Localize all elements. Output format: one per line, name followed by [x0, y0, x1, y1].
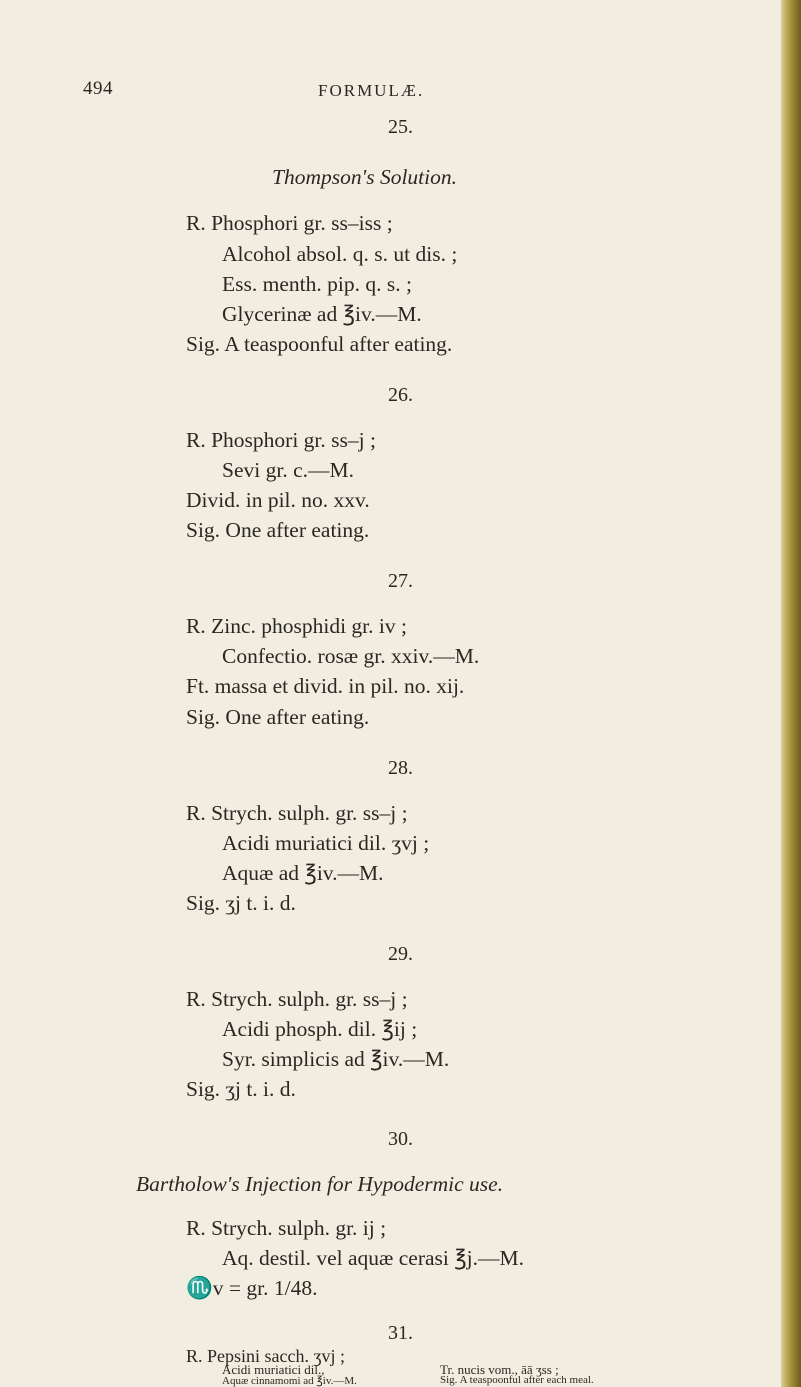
formula-line: Alcohol absol. q. s. ut dis. ; — [222, 242, 458, 266]
formula-line: Aquæ cinnamomi ad ℥iv.—M. — [222, 1375, 357, 1387]
formula-number: 29. — [388, 943, 413, 965]
formula-line: R. Zinc. phosphidi gr. iv ; — [186, 614, 407, 638]
formula-line: Divid. in pil. no. xxv. — [186, 488, 370, 512]
formula-line: Acidi muriatici dil., — [222, 1362, 325, 1377]
formula-line: Sig. ʒj t. i. d. — [186, 1077, 296, 1101]
formula-line: R. Pepsini sacch. ʒvj ; — [186, 1346, 345, 1366]
formula-line: Sig. ʒj t. i. d. — [186, 891, 296, 915]
formula-line: Sig. A teaspoonful after eating. — [186, 332, 453, 356]
formula-line: Glycerinæ ad ℥iv.—M. — [222, 302, 422, 326]
formula-number: 30. — [388, 1128, 413, 1150]
formula-line: Syr. simplicis ad ℥iv.—M. — [222, 1047, 450, 1071]
formula-number: 28. — [388, 757, 413, 779]
formula-line: R. Strych. sulph. gr. ss–j ; — [186, 987, 408, 1011]
formula-line: R. Strych. sulph. gr. ss–j ; — [186, 801, 408, 825]
formula-line: R. Phosphori gr. ss–iss ; — [186, 211, 393, 235]
page-edge — [781, 0, 801, 1387]
formula-title: Thompson's Solution. — [272, 165, 457, 189]
formula-line: Ess. menth. pip. q. s. ; — [222, 272, 412, 296]
formula-line: Ft. massa et divid. in pil. no. xij. — [186, 674, 465, 698]
running-title: FORMULÆ. — [318, 81, 425, 100]
formula-line: R. Phosphori gr. ss–j ; — [186, 428, 376, 452]
formula-line: Sig. One after eating. — [186, 518, 370, 542]
formula-line: Sevi gr. c.—M. — [222, 458, 354, 482]
formula-line: Aq. destil. vel aquæ cerasi ℥j.—M. — [222, 1246, 525, 1270]
formula-number: 27. — [388, 570, 413, 592]
formula-line: R. Strych. sulph. gr. ij ; — [186, 1216, 387, 1240]
formula-line: Acidi muriatici dil. ʒvj ; — [222, 831, 430, 855]
formula-line: Sig. A teaspoonful after each meal. — [440, 1374, 594, 1386]
formula-number: 26. — [388, 384, 413, 406]
formula-title: Bartholow's Injection for Hypodermic use. — [136, 1172, 504, 1196]
formula-line: Aquæ ad ℥iv.—M. — [222, 861, 384, 885]
formula-line: Tr. nucis vom., āā ʒss ; — [440, 1362, 559, 1377]
formula-line: Confectio. rosæ gr. xxiv.—M. — [222, 644, 480, 668]
formula-line: ♏v = gr. 1/48. — [186, 1276, 318, 1300]
formula-number: 25. — [388, 116, 413, 138]
formula-number: 31. — [388, 1322, 413, 1344]
formula-line: Sig. One after eating. — [186, 705, 370, 729]
formula-line: Acidi phosph. dil. ℥ij ; — [222, 1017, 418, 1041]
page-number: 494 — [83, 78, 113, 99]
